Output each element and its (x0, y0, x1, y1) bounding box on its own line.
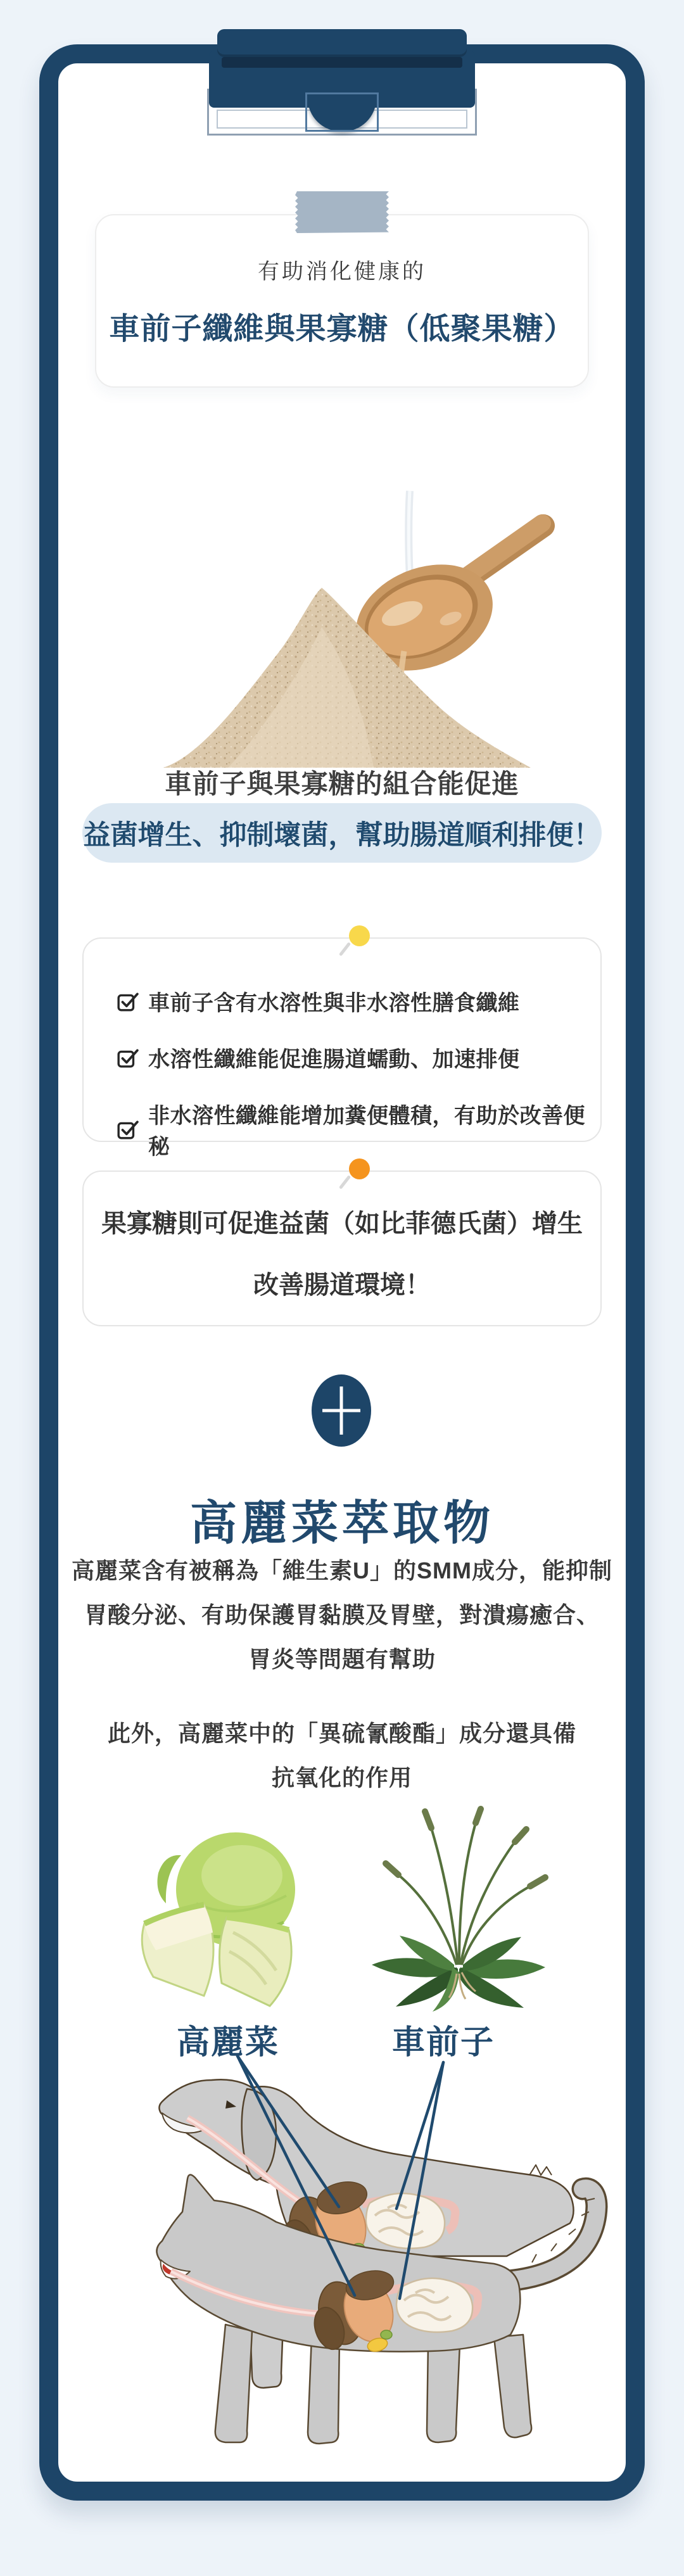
clipboard-clip-slot (222, 57, 462, 68)
plantain-image (358, 1805, 557, 2017)
pushpin-yellow-icon (349, 925, 370, 946)
dog-intestines (366, 2193, 445, 2249)
intro-caption: 車前子與果寡糖的組合能促進 (165, 769, 519, 799)
list-item (117, 986, 600, 1017)
paragraph-line: 胃酸分泌、有助保護胃黏膜及胃壁，對潰瘍癒合、 (84, 1602, 600, 1628)
plus-icon (312, 1374, 371, 1447)
checkbox-checked-icon (117, 1046, 139, 1069)
intro-highlight: 益菌增生、抑制壞菌，幫助腸道順利排便！ (82, 803, 602, 863)
paragraph-line: 抗氧化的作用 (271, 1765, 412, 1791)
checkbox-checked-icon (117, 990, 139, 1013)
clipboard-clip-knob-outline (305, 92, 379, 132)
psyllium-powder-image (152, 481, 557, 798)
pushpin-orange-icon (349, 1158, 370, 1179)
cat-intestines (396, 2278, 472, 2332)
cabbage-paragraph-1 (0, 1549, 684, 1682)
section-title: 高麗菜萃取物 (190, 1497, 494, 1549)
cabbage-image (127, 1821, 323, 2030)
paragraph-line: 高麗菜含有被稱為「維生素U」的SMM成分，能抑制 (72, 1558, 612, 1583)
list-item-text: 車前子含有水溶性與非水溶性膳食纖維 (148, 991, 520, 1015)
fos-text-line2: 改善腸道環境！ (253, 1271, 431, 1299)
title-card (95, 214, 589, 388)
cabbage-label: 高麗菜 (176, 2024, 280, 2061)
cabbage-paragraph-2 (0, 1711, 684, 1800)
clipboard-clip-bar (217, 29, 467, 57)
psyllium-benefits-card (82, 937, 602, 1159)
paragraph-line: 此外，高麗菜中的「異硫氰酸酯」成分還具備 (107, 1720, 576, 1746)
list-item (117, 1098, 600, 1160)
paragraph-line: 胃炎等問題有幫助 (248, 1646, 436, 1672)
list-item-text: 非水溶性纖維能增加糞便體積，有助於改善便秘 (148, 1104, 585, 1159)
tape-icon (295, 191, 389, 233)
fos-benefits-card (82, 1171, 602, 1326)
dog-cat-anatomy-image (152, 2052, 608, 2451)
list-item-text: 水溶性纖維能促進腸道蠕動、加速排便 (148, 1048, 520, 1072)
page-title: 車前子纖維與果寡糖（低聚果糖） (109, 312, 575, 346)
psyllium-label: 車前子 (391, 2024, 495, 2061)
list-item (117, 1042, 600, 1073)
checkbox-checked-icon (117, 1118, 139, 1141)
fos-text-line1: 果寡糖則可促進益菌（如比菲德氏菌）增生 (101, 1210, 583, 1238)
header-subtitle: 有助消化健康的 (258, 260, 426, 284)
